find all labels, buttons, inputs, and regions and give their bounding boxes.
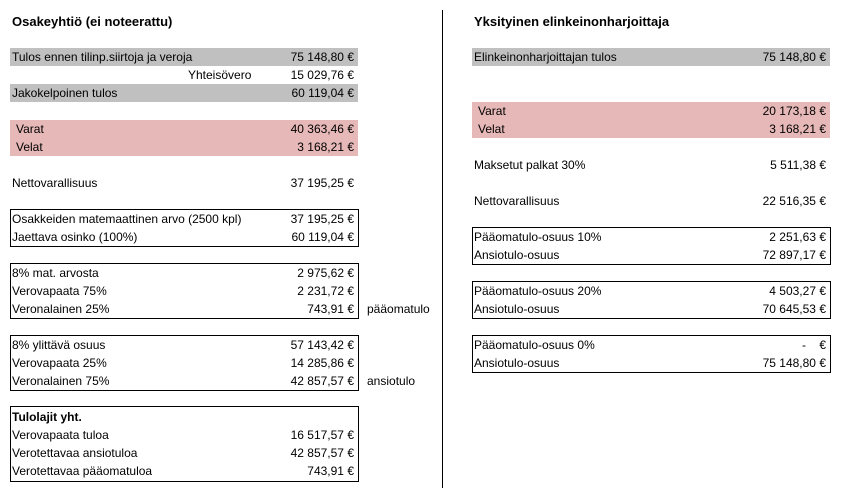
row-veronalainen-75 bbox=[10, 372, 358, 390]
row-paaomatulo-osuus-10 bbox=[472, 228, 830, 246]
row-label: Ansiotulo-osuus bbox=[474, 248, 560, 262]
row-value: 2 231,72 € bbox=[297, 284, 354, 298]
row-label: Varat bbox=[16, 122, 44, 136]
row-verovapaata-25 bbox=[10, 354, 358, 372]
row-velat-right bbox=[472, 120, 830, 138]
row-ansiotulo-osuus-3 bbox=[472, 354, 830, 372]
row-label: Pääomatulo-osuus 0% bbox=[474, 338, 595, 352]
row-paaomatulo-osuus-0 bbox=[472, 336, 830, 354]
row-value: 3 168,21 € bbox=[769, 122, 826, 136]
row-label: Pääomatulo-osuus 20% bbox=[474, 284, 602, 298]
row-value: 5 511,38 € bbox=[770, 158, 826, 172]
row-value: 42 857,57 € bbox=[290, 446, 354, 460]
row-label: Ansiotulo-osuus bbox=[474, 302, 560, 316]
row-label: Verovapaata tuloa bbox=[12, 428, 109, 442]
row-label: Nettovarallisuus bbox=[12, 176, 98, 190]
row-value: 42 857,57 € bbox=[290, 374, 354, 388]
row-elinkeinonharjoittajan-tulos bbox=[472, 48, 830, 66]
row-label: Verotettavaa pääomatuloa bbox=[12, 464, 153, 478]
row-label: Tulolajit yht. bbox=[12, 410, 82, 424]
row-label: Veronalainen 75% bbox=[12, 374, 110, 388]
row-value: 60 119,04 € bbox=[291, 86, 354, 100]
row-label: 8% ylittävä osuus bbox=[12, 338, 106, 352]
row-jaettava-osinko bbox=[10, 228, 358, 246]
row-label: Velat bbox=[16, 140, 43, 154]
row-label: Jakokelpoinen tulos bbox=[12, 86, 118, 100]
row-verotettavaa-paaomatuloa bbox=[10, 462, 358, 480]
row-label: Pääomatulo-osuus 10% bbox=[474, 230, 602, 244]
row-varat bbox=[10, 120, 358, 138]
row-value: 743,91 € bbox=[307, 302, 354, 316]
row-value: 22 516,35 € bbox=[762, 194, 826, 208]
row-varat-right bbox=[472, 102, 830, 120]
note-paaomatulo: pääomatulo bbox=[367, 302, 430, 316]
row-label: Ansiotulo-osuus bbox=[474, 356, 560, 370]
row-8-ylittava-osuus bbox=[10, 336, 358, 354]
row-label: Varat bbox=[478, 104, 506, 118]
row-value: - € bbox=[801, 338, 826, 352]
row-value: 75 148,80 € bbox=[762, 356, 826, 370]
row-verovapaata-75 bbox=[10, 282, 358, 300]
row-value: 743,91 € bbox=[307, 464, 354, 478]
row-jakokelpoinen bbox=[10, 84, 358, 102]
row-label: Nettovarallisuus bbox=[474, 194, 560, 208]
column-divider bbox=[442, 10, 443, 488]
row-value: 2 975,62 € bbox=[297, 266, 354, 280]
row-value: 57 143,42 € bbox=[290, 338, 354, 352]
row-value: 15 029,76 € bbox=[290, 68, 354, 82]
row-verotettavaa-ansiotuloa bbox=[10, 444, 358, 462]
note-ansiotulo: ansiotulo bbox=[367, 374, 416, 388]
row-veronalainen-25 bbox=[10, 300, 358, 318]
row-label: Velat bbox=[478, 122, 505, 136]
right-title: Yksityinen elinkeinonharjoittaja bbox=[474, 14, 670, 29]
row-value: 2 251,63 € bbox=[769, 230, 826, 244]
row-value: 16 517,57 € bbox=[290, 428, 354, 442]
row-value: 60 119,04 € bbox=[291, 230, 354, 244]
row-value: 4 503,27 € bbox=[769, 284, 826, 298]
row-matemaattinen-arvo bbox=[10, 210, 358, 228]
row-label: 8% mat. arvosta bbox=[12, 266, 99, 280]
row-ansiotulo-osuus-1 bbox=[472, 246, 830, 264]
row-tulolajit-yht bbox=[10, 408, 358, 426]
row-value: 14 285,86 € bbox=[290, 356, 354, 370]
row-label: Verovapaata 75% bbox=[12, 284, 107, 298]
row-value: 20 173,18 € bbox=[762, 104, 826, 118]
row-label: Jaettava osinko (100%) bbox=[12, 230, 138, 244]
row-value: 72 897,17 € bbox=[762, 248, 826, 262]
row-label: Verovapaata 25% bbox=[12, 356, 107, 370]
row-label: Yhteisövero bbox=[188, 68, 252, 82]
row-value: 3 168,21 € bbox=[297, 140, 354, 154]
row-verovapaata-tuloa bbox=[10, 426, 358, 444]
row-label: Veronalainen 25% bbox=[12, 302, 110, 316]
left-title: Osakeyhtiö (ei noteerattu) bbox=[12, 14, 173, 29]
row-tulos-ennen bbox=[10, 48, 358, 66]
row-maksetut-palkat bbox=[472, 156, 830, 174]
row-nettovarallisuus bbox=[10, 174, 358, 192]
row-label: Elinkeinonharjoittajan tulos bbox=[474, 50, 617, 64]
row-8-mat-arvosta bbox=[10, 264, 358, 282]
row-value: 40 363,46 € bbox=[290, 122, 354, 136]
row-label: Maksetut palkat 30% bbox=[474, 158, 586, 172]
row-value: 75 148,80 € bbox=[290, 50, 354, 64]
row-label: Tulos ennen tilinp.siirtoja ja veroja bbox=[12, 50, 193, 64]
row-value: 75 148,80 € bbox=[762, 50, 826, 64]
row-ansiotulo-osuus-2 bbox=[472, 300, 830, 318]
row-value: 70 645,53 € bbox=[762, 302, 826, 316]
row-paaomatulo-osuus-20 bbox=[472, 282, 830, 300]
row-nettovarallisuus-right bbox=[472, 192, 830, 210]
row-value: 37 195,25 € bbox=[290, 176, 354, 190]
row-label: Osakkeiden matemaattinen arvo (2500 kpl) bbox=[12, 212, 242, 226]
row-label: Verotettavaa ansiotuloa bbox=[12, 446, 138, 460]
row-yhteisovero bbox=[10, 66, 358, 84]
row-value: 37 195,25 € bbox=[290, 212, 354, 226]
row-velat bbox=[10, 138, 358, 156]
